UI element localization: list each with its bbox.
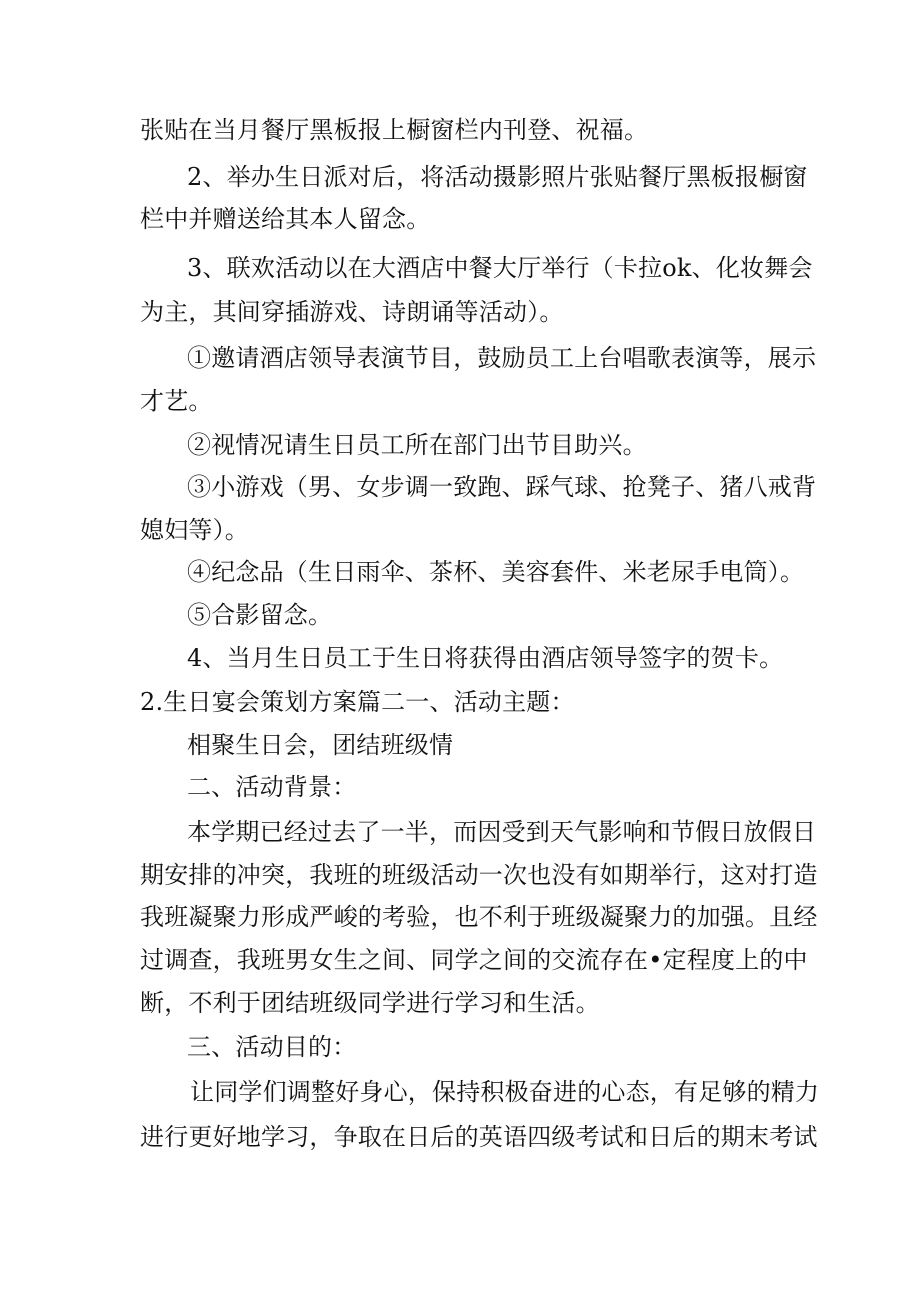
text-line: 才艺。 (140, 387, 213, 415)
text-line: ②视情况请生日员工所在部门出节目助兴。 (187, 431, 647, 459)
section-heading: 2.生日宴会策划方案篇二一、活动主题： (140, 688, 575, 716)
text-line: 相聚生日会，团结班级情 (187, 731, 454, 759)
text-line: ①邀请酒店领导表演节目，鼓励员工上台唱歌表演等，展示 (187, 344, 817, 372)
section-heading: 三、活动目的： (187, 1033, 357, 1061)
text-line: ③小游戏（男、女步调一致跑、踩气球、抢凳子、猪八戒背 (187, 473, 817, 501)
text-line: 过调查，我班男女生之间、同学之间的交流存在•定程度上的中 (140, 946, 808, 974)
text-line: 让同学们调整好身心，保持积极奋进的心态，有足够的精力 (190, 1078, 820, 1106)
section-heading: 二、活动背景： (187, 773, 357, 801)
text-line: 3、联欢活动以在大酒店中餐大厅举行（卡拉ok、化妆舞会 (187, 254, 813, 282)
text-line: 断，不利于团结班级同学进行学习和生活。 (140, 989, 600, 1017)
text-line: 栏中并赠送给其本人留念。 (140, 205, 431, 233)
text-line: 我班凝聚力形成严峻的考验，也不利于班级凝聚力的加强。且经 (140, 903, 818, 931)
text-line: ④纪念品（生日雨伞、茶杯、美容套件、米老尿手电筒）。 (187, 558, 805, 586)
text-line: ⑤合影留念。 (187, 601, 333, 629)
text-line: 媳妇等）。 (140, 516, 249, 544)
text-line: 本学期已经过去了一半，而因受到天气影响和节假日放假日 (187, 818, 817, 846)
text-line: 2、举办生日派对后，将活动摄影照片张贴餐厅黑板报橱窗 (187, 163, 808, 191)
text-line: 4、当月生日员工于生日将获得由酒店领导签字的贺卡。 (187, 644, 784, 672)
text-line: 张贴在当月餐厅黑板报上橱窗栏内刊登、祝福。 (140, 116, 649, 144)
text-line: 进行更好地学习，争取在日后的英语四级考试和日后的期末考试 (140, 1123, 818, 1151)
text-line: 期安排的冲突，我班的班级活动一次也没有如期举行，这对打造 (140, 861, 818, 889)
text-line: 为主，其间穿插游戏、诗朗诵等活动）。 (140, 298, 564, 326)
